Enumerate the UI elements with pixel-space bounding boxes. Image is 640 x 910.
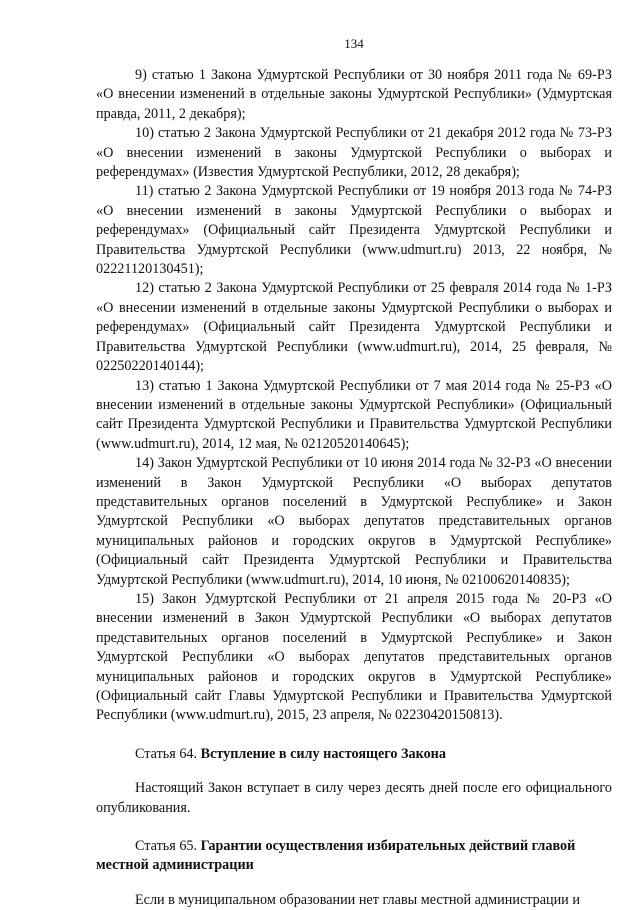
page-number: 134 <box>344 36 364 51</box>
section-spacer <box>96 818 612 837</box>
article-65-title: Гарантии осуществления избирательных действий главой местной администрации <box>96 838 576 874</box>
list-item-10: 10) статью 2 Закона Удмуртской Республики от 21 декабря 2012 года № 73-РЗ «О внесении изменений в законы Удмуртской Республики о выборах и референдумах» (Известия Удмуртской Республики, 2012, 28 декабря); <box>96 125 612 181</box>
list-item-12: 12) статью 2 Закона Удмуртской Республики от 25 февраля 2014 года № 1-РЗ «О внесении изменений в отдельные законы Удмуртской Республики о выборах и референдумах» (Официальный сайт Президента Удмуртской Республики и Правительства Удмуртской Республики (www.udmurt.ru), 2014, 25 февраля, № 02250220140144); <box>96 280 612 375</box>
article-65-heading <box>96 837 612 876</box>
list-item-15: 15) Закон Удмуртской Республики от 21 апреля 2015 года № 20-РЗ «О внесении изменений в Закон Удмуртской Республики «О выборах депутатов представительных органов поселений в Удмуртской Республике» и Закон Удмуртской Республики «О выборах депутатов представительных органов муниципальных районов и городских округов в Удмуртской Республике» (Официальный сайт Главы Удмуртской Республики и Правительства Удмуртской Республики (www.udmurt.ru), 2015, 23 апреля, № 02230420150813). <box>96 590 612 724</box>
article-65-number: Статья 65. <box>135 838 198 855</box>
article-64-text: Настоящий Закон вступает в силу через десять дней после его официального опубликования. <box>96 780 612 816</box>
list-item-9: 9) статью 1 Закона Удмуртской Республики от 30 ноября 2011 года № 69-РЗ «О внесении изменений в отдельные законы Удмуртской Республики» (Удмуртская правда, 2011, 2 декабря); <box>96 67 612 122</box>
section-spacer <box>96 764 612 779</box>
list-item-14: 14) Закон Удмуртской Республики от 10 июня 2014 года № 32-РЗ «О внесении изменений в Закон Удмуртской Республики «О выборах депутатов представительных органов поселений в Удмуртской Республике» и Закон Удмуртской Республики «О выборах депутатов представительных органов муниципальных районов и городских округов в Удмуртской Республике» (Официальный сайт Президента Удмуртской Республики и Правительства Удмуртской Республики (www.udmurt.ru), 2014, 10 июня, № 02100620140835); <box>96 455 612 588</box>
list-item-11: 11) статью 2 Закона Удмуртской Республики от 19 ноября 2013 года № 74-РЗ «О внесении изменений в законы Удмуртской Республики о выборах и референдумах» (Официальный сайт Президента Удмуртской Республики и Правительства Удмуртской Республики (www.udmurt.ru) 2013, 22 ноября, № 02221120130451); <box>96 183 612 278</box>
article-64-heading <box>96 745 612 764</box>
article-64-number: Статья 64. <box>135 745 198 762</box>
article-65-text: Если в муниципальном образовании нет главы местной администрации и <box>135 891 580 908</box>
section-spacer <box>96 876 612 891</box>
section-spacer <box>96 726 612 745</box>
document-body <box>96 66 612 910</box>
list-item-13: 13) статью 1 Закона Удмуртской Республики от 7 мая 2014 года № 25-РЗ «О внесении изменений в отдельные законы Удмуртской Республики» (Официальный сайт Президента Удмуртской Республики и Правительства Удмуртской Республики (www.udmurt.ru), 2014, 12 мая, № 02120520140645); <box>96 377 612 452</box>
article-64-title: Вступление в силу настоящего Закона <box>200 745 446 762</box>
